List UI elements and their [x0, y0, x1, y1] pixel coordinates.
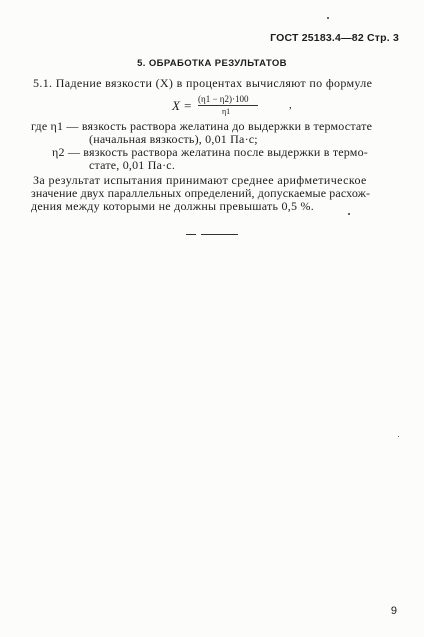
end-rule-long: [201, 234, 238, 235]
formula-lhs: X =: [172, 98, 192, 113]
scan-speck: [348, 213, 350, 215]
where-line-1: где η1 — вязкость раствора желатина до выдержки в термостате: [31, 119, 373, 133]
section-title: 5. ОБРАБОТКА РЕЗУЛЬТАТОВ: [137, 58, 287, 69]
end-rule-short: [186, 234, 196, 235]
paragraph-formula-intro: 5.1. Падение вязкости (X) в процентах вычисляют по формуле: [33, 76, 373, 90]
result-line-1: За результат испытания принимают среднее арифметическое: [33, 173, 367, 187]
fraction-bar: [198, 105, 258, 106]
document-header: ГОСТ 25183.4—82 Стр. 3: [270, 32, 399, 44]
result-line-3: дения между которыми не должны превышать 0,5 %.: [31, 199, 314, 213]
where-line-4: стате, 0,01 Па·с.: [89, 158, 176, 172]
page-number: 9: [390, 605, 397, 617]
result-line-2: значение двух параллельных определений, допускаемые расхож-: [31, 186, 371, 200]
formula-denominator: η1: [222, 107, 231, 116]
formula-numerator: (η1 − η2)·100: [198, 94, 249, 104]
where-line-3: η2 — вязкость раствора желатина после выдержки в термо-: [52, 145, 368, 159]
scan-speck: [327, 17, 329, 19]
where-line-2: (начальная вязкость), 0,01 Па·с;: [89, 132, 258, 146]
formula-comma: ,: [289, 99, 292, 111]
scan-speck: [398, 436, 399, 437]
